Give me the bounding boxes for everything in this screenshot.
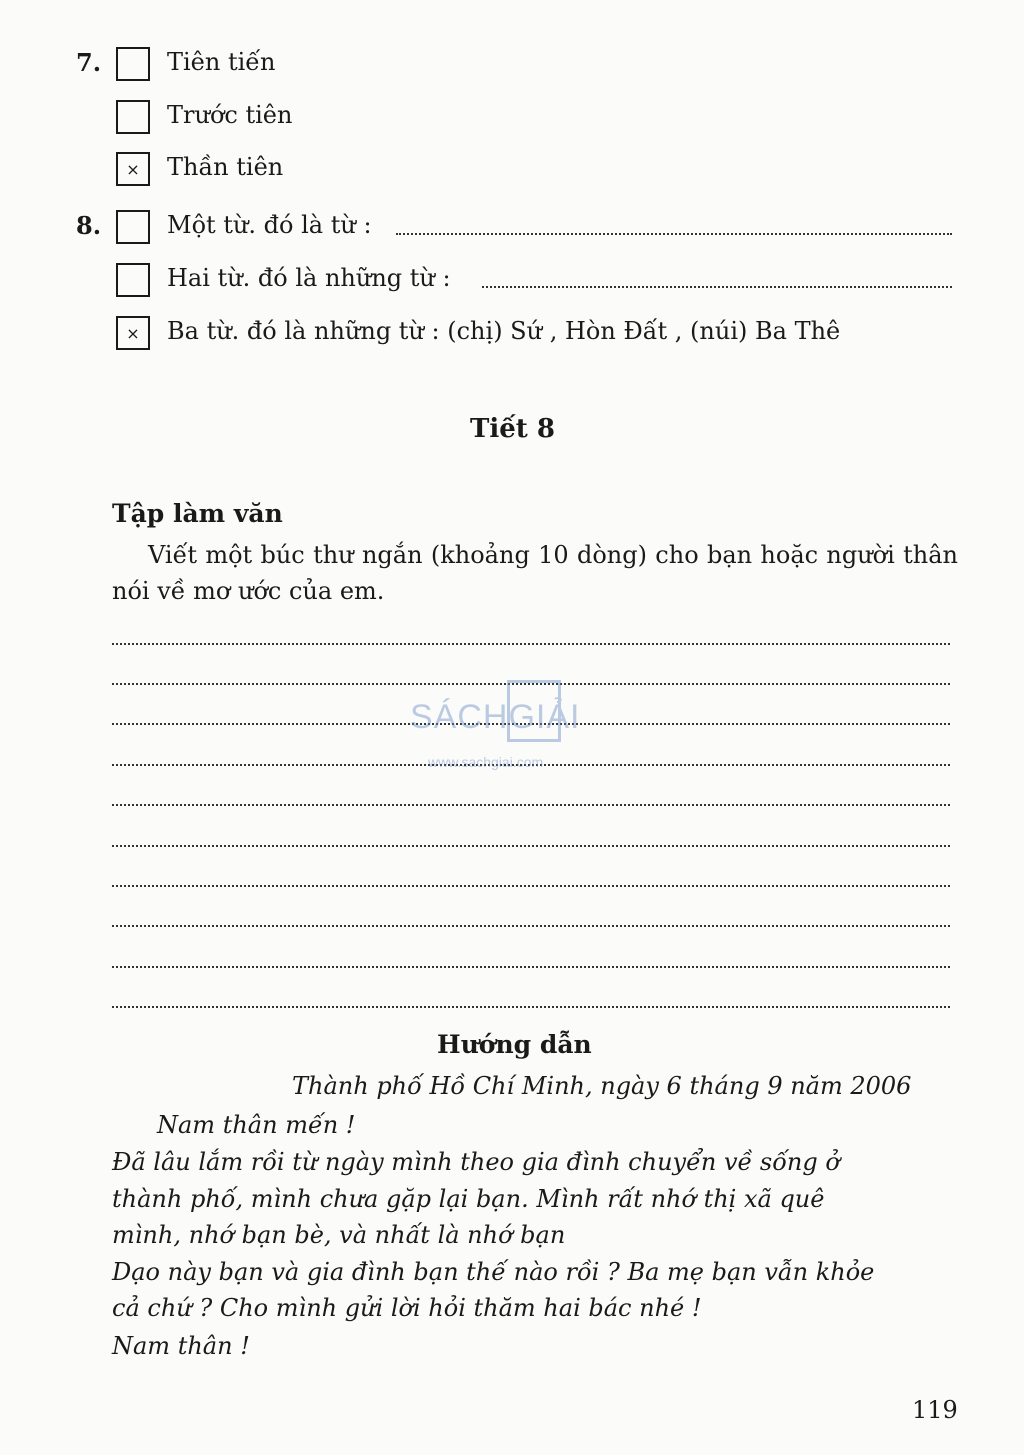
guide-body-line: mình, nhớ bạn bè, và nhất là nhớ bạn [112, 1221, 566, 1249]
q8-option-2-label: Hai từ. đó là những từ : [167, 264, 451, 292]
q8-option-1-label: Một từ. đó là từ : [167, 211, 372, 239]
guide-date-line: Thành phố Hồ Chí Minh, ngày 6 tháng 9 năm 2006 [292, 1072, 912, 1100]
q8-checkbox-3[interactable]: × [116, 316, 150, 350]
guide-body-line: thành phố, mình chưa gặp lại bạn. Mình rất nhớ thị xã quê [112, 1185, 825, 1213]
writing-line[interactable] [112, 764, 950, 766]
question-7-number: 7. [76, 48, 102, 77]
section-title: Tiết 8 [470, 414, 555, 444]
writing-line[interactable] [112, 804, 950, 806]
exercise-prompt: Viết một búc thư ngắn (khoảng 10 dòng) cho bạn hoặc người thân nói về mơ ước của em. [112, 541, 958, 605]
guide-body-line: cả chứ ? Cho mình gửi lời hỏi thăm hai bác nhé ! [112, 1294, 702, 1322]
q7-checkbox-1[interactable] [116, 47, 150, 81]
writing-line[interactable] [112, 1006, 950, 1008]
guide-title: Hướng dẫn [437, 1030, 592, 1059]
q7-checkbox-2[interactable] [116, 100, 150, 134]
watermark-text: SÁCHGIẢI [410, 698, 581, 736]
q7-option-1-label: Tiên tiến [167, 48, 276, 76]
writing-line[interactable] [112, 845, 950, 847]
writing-line[interactable] [112, 683, 950, 685]
writing-line[interactable] [112, 885, 950, 887]
watermark-frame [507, 680, 561, 742]
watermark-url: www.sachgiai.com [428, 754, 544, 770]
guide-greeting: Nam thân mến ! [157, 1111, 356, 1139]
q8-checkbox-1[interactable] [116, 210, 150, 244]
guide-body-line: Dạo này bạn và gia đình bạn thế nào rồi ? Ba mẹ bạn vẫn khỏe [112, 1258, 875, 1286]
q7-option-3-label: Thần tiên [167, 153, 284, 181]
writing-line[interactable] [112, 966, 950, 968]
writing-line[interactable] [112, 723, 950, 725]
q8-option-3-label: Ba từ. đó là những từ : (chị) Sứ , Hòn Đất , (núi) Ba Thê [167, 317, 841, 345]
q8-answer-line-2[interactable] [482, 286, 952, 288]
q8-checkbox-2[interactable] [116, 263, 150, 297]
writing-line[interactable] [112, 643, 950, 645]
guide-body-line: Nam thân ! [112, 1332, 250, 1360]
q7-checkbox-3[interactable]: × [116, 152, 150, 186]
question-8-number: 8. [76, 211, 102, 240]
q7-option-2-label: Trước tiên [167, 101, 293, 129]
page-number: 119 [912, 1396, 958, 1424]
q8-answer-line-1[interactable] [396, 233, 952, 235]
writing-line[interactable] [112, 925, 950, 927]
guide-body-line: Đã lâu lắm rồi từ ngày mình theo gia đình chuyển về sống ở [112, 1148, 840, 1176]
exercise-title: Tập làm văn [112, 499, 283, 528]
